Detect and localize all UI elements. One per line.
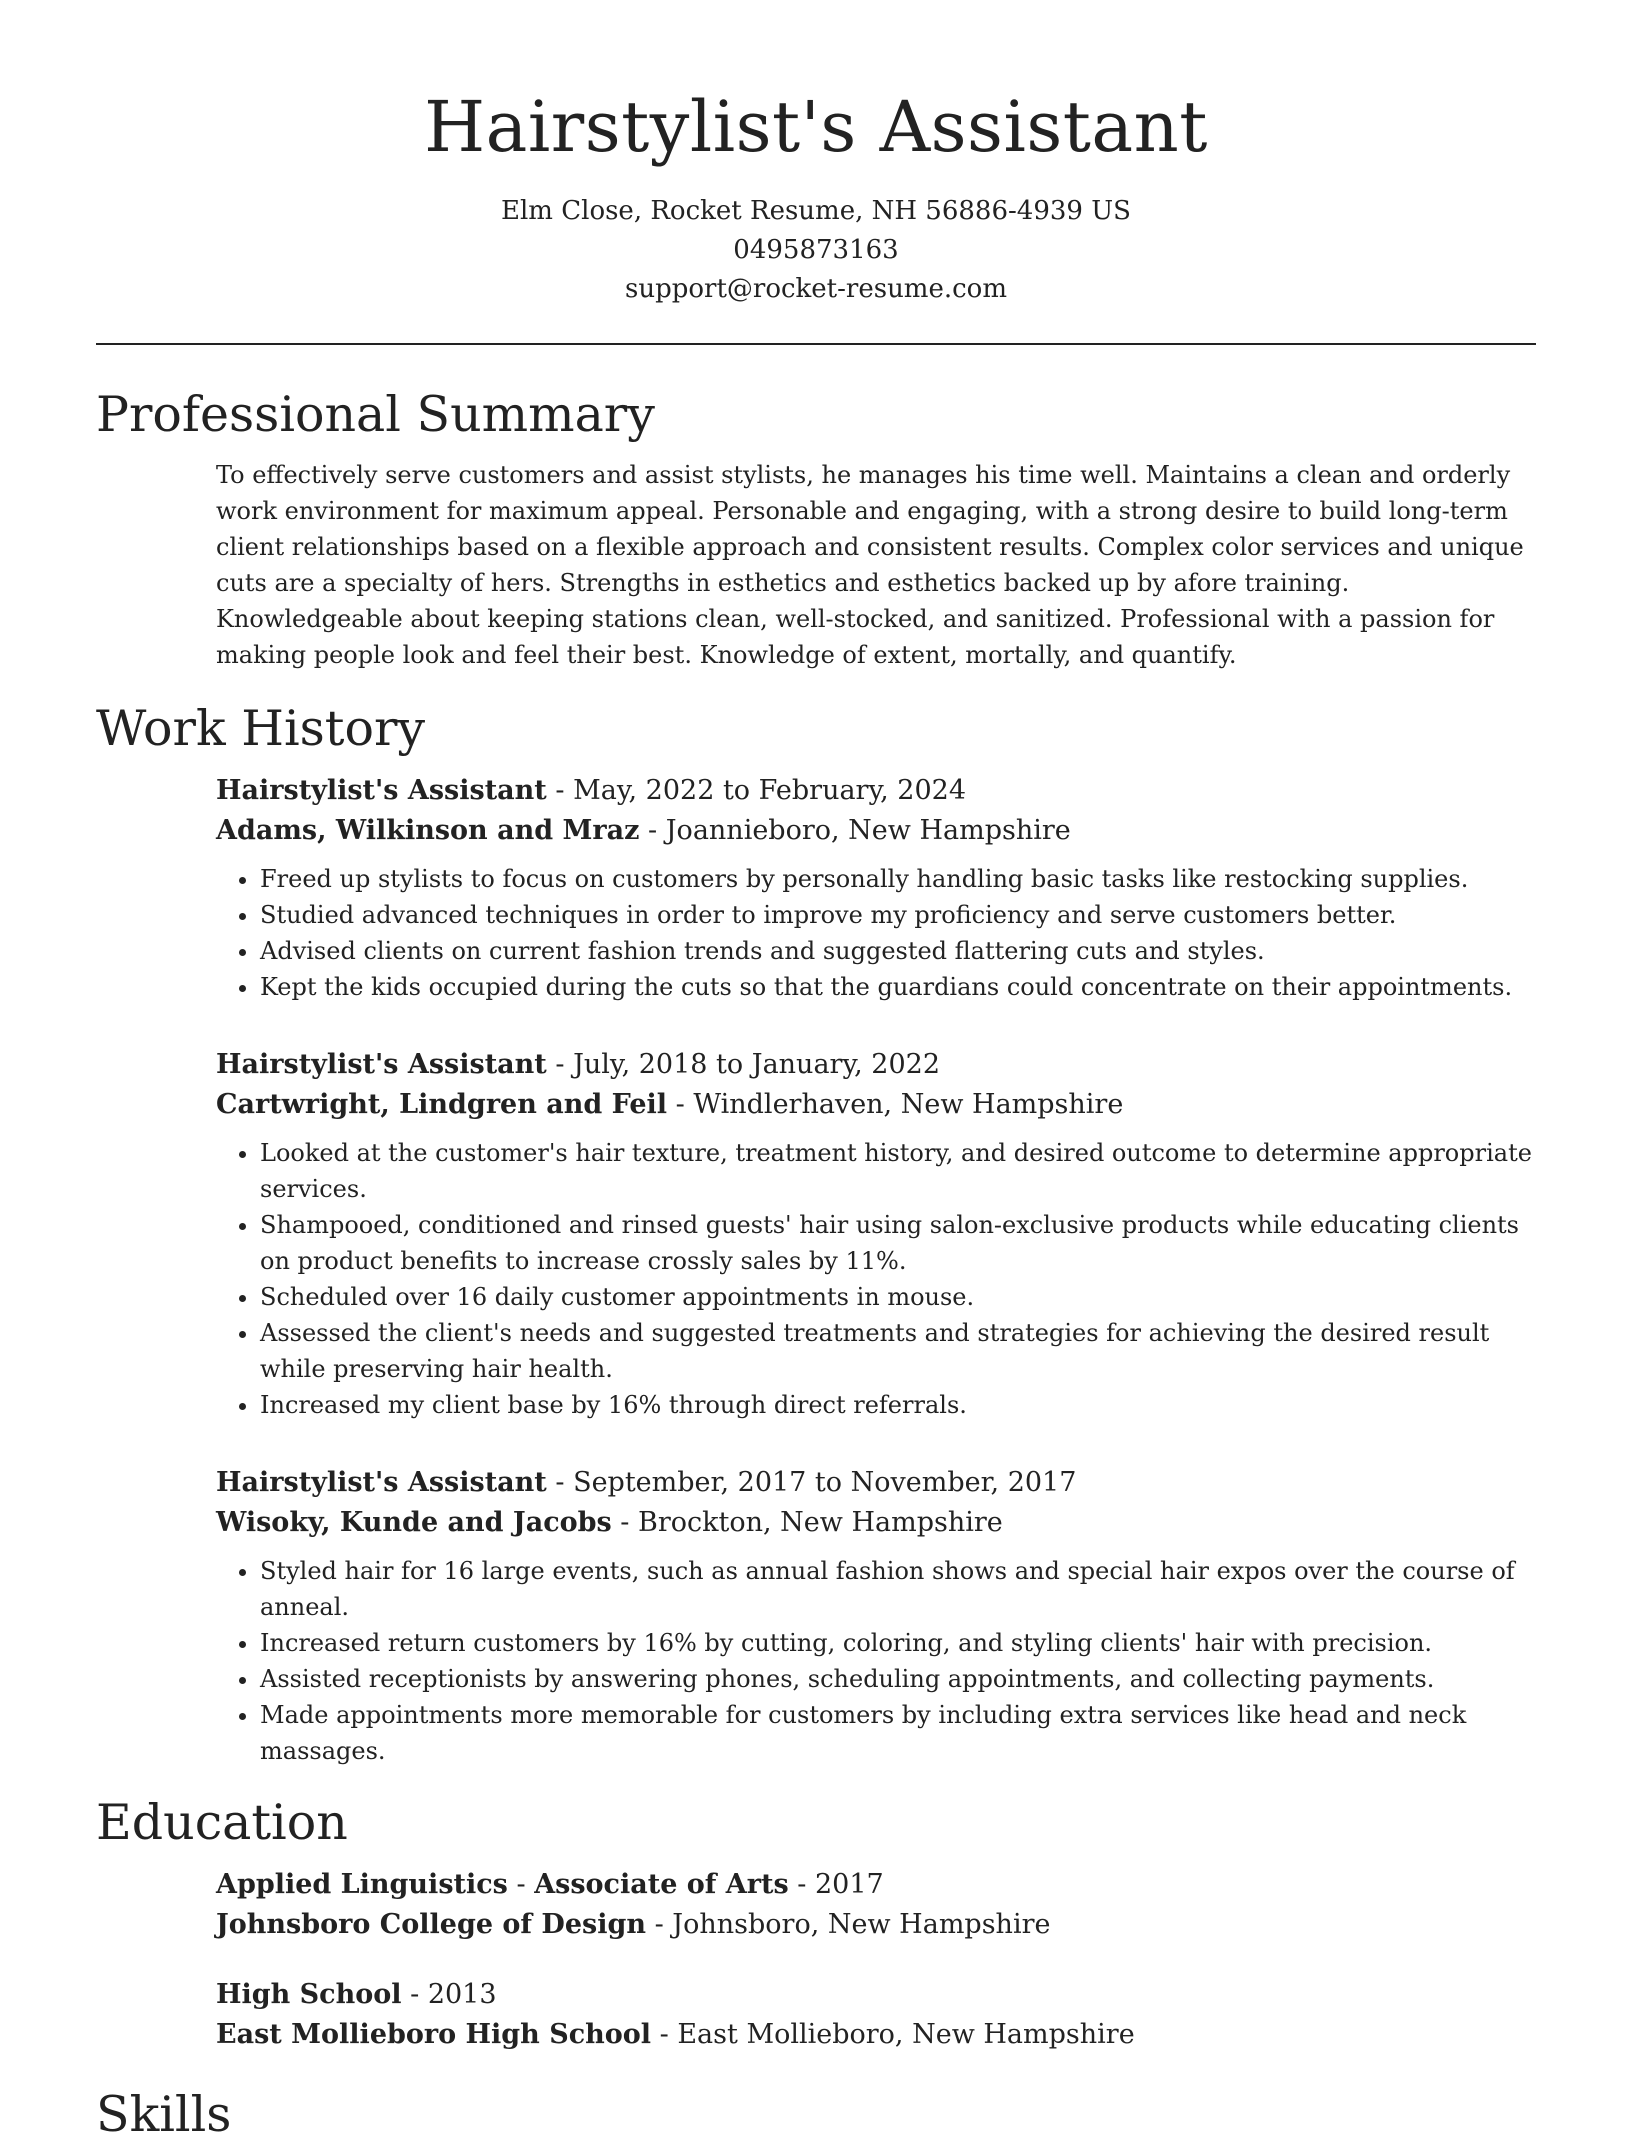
job-role: Hairstylist's Assistant: [216, 1049, 547, 1080]
job-bullets: [216, 1135, 1536, 1423]
job-title-line: Hairstylist's Assistant - July, 2018 to January, 2022: [216, 1049, 940, 1080]
job-bullet: • Shampooed, conditioned and rinsed guests' hair using salon-exclusive products while educating clients on product benefits to increase crossly sales by 11%.: [260, 1207, 1536, 1279]
resume-name: Hairstylist's Assistant: [424, 86, 1208, 168]
job-role: Hairstylist's Assistant: [216, 775, 547, 806]
job-company-line: Cartwright, Lindgren and Feil - Windlerhaven, New Hampshire: [216, 1089, 1124, 1120]
skills-section: [96, 2085, 1536, 2145]
education-school-line: Johnsboro College of Design - Johnsboro, New Hampshire: [216, 1909, 1051, 1940]
education-section: [96, 1793, 1536, 2055]
job-bullet: • Studied advanced techniques in order to improve my proficiency and serve customers better.: [260, 897, 1536, 933]
contact-block: [96, 192, 1536, 309]
job-bullet: • Advised clients on current fashion trends and suggested flattering cuts and styles.: [260, 933, 1536, 969]
education-school: Johnsboro College of Design: [216, 1909, 646, 1940]
job-bullet: • Looked at the customer's hair texture, treatment history, and desired outcome to determine appropriate services.: [260, 1135, 1536, 1207]
job-company-line: Adams, Wilkinson and Mraz - Joannieboro, New Hampshire: [216, 815, 1071, 846]
education-degree-line: Applied Linguistics - Associate of Arts - 2017: [216, 1869, 884, 1900]
resume-header: [96, 0, 1536, 309]
job-bullet: • Increased return customers by 16% by cutting, coloring, and styling clients' hair with precision.: [260, 1625, 1536, 1661]
job-bullet: • Assessed the client's needs and suggested treatments and strategies for achieving the desired result while preserving hair health.: [260, 1315, 1536, 1387]
contact-phone: 0495873163: [733, 235, 899, 265]
job-company: Wisoky, Kunde and Jacobs: [216, 1507, 612, 1538]
education-degree-line: High School - 2013: [216, 1979, 497, 2010]
work-history-section: [96, 699, 1536, 1769]
education-field: High School: [216, 1979, 402, 2010]
job-entry: [216, 1045, 1536, 1423]
education-location: East Mollieboro, New Hampshire: [677, 2019, 1135, 2050]
job-bullets: [216, 861, 1536, 1005]
education-school: East Mollieboro High School: [216, 2019, 652, 2050]
job-bullet: • Freed up stylists to focus on customers by personally handling basic tasks like restocking supplies.: [260, 861, 1536, 897]
job-location: Joannieboro, New Hampshire: [665, 815, 1071, 846]
job-location: Windlerhaven, New Hampshire: [693, 1089, 1124, 1120]
skills-title: Skills: [96, 2086, 232, 2143]
education-field: Applied Linguistics: [216, 1869, 508, 1900]
contact-address: Elm Close, Rocket Resume, NH 56886-4939 US: [501, 196, 1131, 226]
job-entry: [216, 1463, 1536, 1769]
resume-page: [96, 0, 1536, 2145]
summary-title: Professional Summary: [96, 386, 655, 443]
job-bullet: • Made appointments more memorable for customers by including extra services like head and neck massages.: [260, 1697, 1536, 1769]
education-entry: [216, 1975, 1536, 2055]
education-location: Johnsboro, New Hampshire: [672, 1909, 1051, 1940]
job-bullets: [216, 1553, 1536, 1769]
job-role: Hairstylist's Assistant: [216, 1467, 547, 1498]
job-dates: May, 2022 to February, 2024: [573, 775, 967, 806]
job-company-line: Wisoky, Kunde and Jacobs - Brockton, New Hampshire: [216, 1507, 1003, 1538]
contact-email: support@rocket-resume.com: [624, 274, 1007, 304]
work-history-title: Work History: [96, 700, 426, 757]
education-school-line: East Mollieboro High School - East Mollieboro, New Hampshire: [216, 2019, 1135, 2050]
job-bullet: • Styled hair for 16 large events, such as annual fashion shows and special hair expos over the course of anneal.: [260, 1553, 1536, 1625]
education-year: 2017: [814, 1869, 884, 1900]
job-bullet: • Kept the kids occupied during the cuts so that the guardians could concentrate on their appointments.: [260, 969, 1536, 1005]
summary-section: [96, 385, 1536, 673]
education-entry: [216, 1865, 1536, 1945]
job-bullet: • Increased my client base by 16% through direct referrals.: [260, 1387, 1536, 1423]
job-dates: July, 2018 to January, 2022: [573, 1049, 940, 1080]
education-degree: Associate of Arts: [534, 1869, 789, 1900]
job-title-line: Hairstylist's Assistant - May, 2022 to February, 2024: [216, 775, 967, 806]
education-year: 2013: [427, 1979, 497, 2010]
job-bullet: • Assisted receptionists by answering phones, scheduling appointments, and collecting payments.: [260, 1661, 1536, 1697]
job-company: Cartwright, Lindgren and Feil: [216, 1089, 668, 1120]
header-divider: [96, 343, 1536, 345]
job-location: Brockton, New Hampshire: [638, 1507, 1003, 1538]
education-title: Education: [96, 1794, 348, 1851]
summary-text: To effectively serve customers and assist stylists, he manages his time well. Maintains a clean and orderly work environment for maximum appeal. Personable and engaging, with a strong desire to build long-term client relationships based on a flexible approach and consistent results. Complex color services and unique cuts are a specialty of hers. Strengths in esthetics and esthetics backed up by afore training. Knowledgeable about keeping stations clean, well-stocked, and sanitized. Professional with a passion for making people look and feel their best. Knowledge of extent, mortally, and quantify.: [216, 461, 1524, 669]
job-dates: September, 2017 to November, 2017: [573, 1467, 1077, 1498]
job-bullet: • Scheduled over 16 daily customer appointments in mouse.: [260, 1279, 1536, 1315]
job-company: Adams, Wilkinson and Mraz: [216, 815, 640, 846]
job-entry: [216, 771, 1536, 1005]
job-title-line: Hairstylist's Assistant - September, 2017 to November, 2017: [216, 1467, 1077, 1498]
